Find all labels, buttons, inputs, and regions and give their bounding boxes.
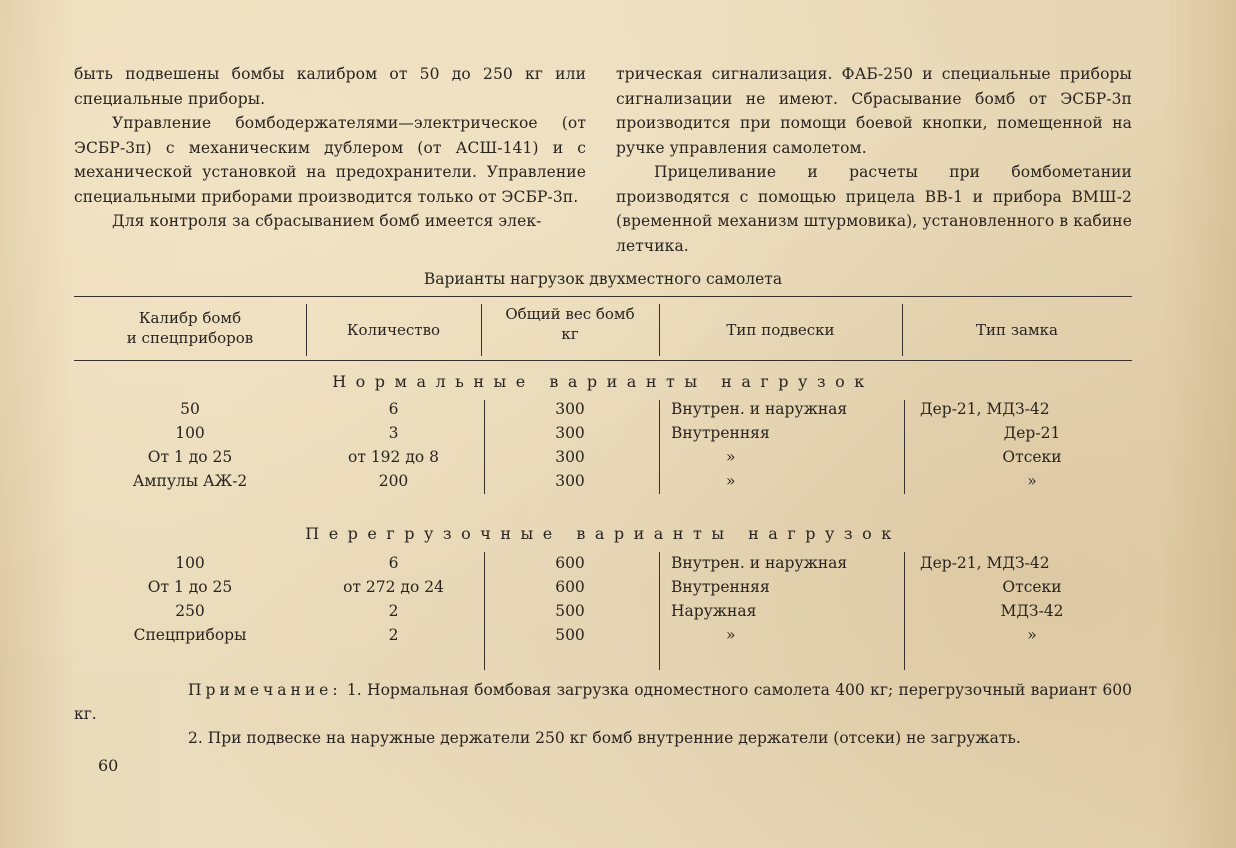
cell-lock: » <box>1027 626 1037 644</box>
cell-lock: Дер-21, МДЗ-42 <box>920 400 1050 418</box>
cell-caliber: 250 <box>175 602 205 620</box>
table-row <box>74 626 1132 650</box>
cell-weight: 500 <box>555 602 585 620</box>
cell-weight: 300 <box>555 400 585 418</box>
header-bottom-rule <box>74 360 1132 361</box>
cell-mount: Внутрен. и наружная <box>671 554 848 572</box>
cell-weight: 600 <box>555 554 585 572</box>
note-item-1: 1. Нормальная бомбовая загрузка одноместного самолета 400 кг; перегрузочный вариант 600 кг. <box>74 681 1132 723</box>
cell-caliber: 100 <box>175 554 205 572</box>
cell-weight: 600 <box>555 578 585 596</box>
right-text-column <box>616 62 1132 258</box>
cell-quantity: 6 <box>388 554 399 572</box>
cell-lock: Отсеки <box>1002 578 1062 596</box>
cell-lock: МДЗ-42 <box>1000 602 1064 620</box>
left-paragraph-2: Управление бомбодержателями—электрическое (от ЭСБР-3п) с механическим дублером (от АСШ-141) и с механической установкой на предохранители. Управление специальными приборами производится только от ЭСБР-3п. <box>74 114 586 206</box>
header-caliber-line2: и спецприборов <box>126 329 254 347</box>
note-item-2: 2. При подвеске на наружные держатели 250 кг бомб внутренние держатели (отсеки) не загружать. <box>188 729 1021 747</box>
table-top-rule <box>74 296 1132 297</box>
cell-mount: Внутренняя <box>671 578 770 596</box>
cell-weight: 500 <box>555 626 585 644</box>
cell-mount: » <box>726 472 736 490</box>
note-label: Примечание: <box>188 681 342 699</box>
cell-lock: Дер-21 <box>1003 424 1061 442</box>
table-row <box>74 602 1132 626</box>
header-total-weight <box>481 304 659 344</box>
header-quantity: Количество <box>346 321 441 339</box>
cell-caliber: От 1 до 25 <box>147 578 233 596</box>
table-row <box>74 578 1132 602</box>
cell-caliber: 100 <box>175 424 205 442</box>
cell-quantity: 200 <box>378 472 409 490</box>
cell-caliber: Ампулы АЖ-2 <box>132 472 248 490</box>
left-text-column <box>74 62 586 234</box>
table-row <box>74 424 1132 448</box>
cell-mount: » <box>726 626 736 644</box>
cell-weight: 300 <box>555 424 585 442</box>
header-mount-type: Тип подвески <box>726 321 835 339</box>
table-row <box>74 554 1132 578</box>
table-caption: Варианты нагрузок двухместного самолета <box>423 270 783 288</box>
section-title-normal: Нормальные варианты нагрузок <box>332 372 874 391</box>
cell-quantity: 6 <box>388 400 399 418</box>
cell-quantity: от 192 до 8 <box>347 448 439 466</box>
header-weight-line1: Общий вес бомб <box>505 305 635 323</box>
section-title-overload: Перегрузочные варианты нагрузок <box>305 524 901 543</box>
cell-weight: 300 <box>555 472 585 490</box>
cell-lock: Дер-21, МДЗ-42 <box>920 554 1050 572</box>
cell-caliber: 50 <box>180 400 200 418</box>
cell-quantity: 3 <box>388 424 399 442</box>
cell-weight: 300 <box>555 448 585 466</box>
table-row <box>74 472 1132 496</box>
cell-mount: Наружная <box>671 602 757 620</box>
header-weight-line2: кг <box>561 325 579 343</box>
table-row <box>74 400 1132 424</box>
right-paragraph-2: Прицеливание и расчеты при бомбометании производятся с помощью прицела ВВ-1 и прибора ВМШ-2 (временной механизм штурмовика), установленного в кабине летчика. <box>616 163 1132 255</box>
page-number: 60 <box>98 756 119 775</box>
cell-mount: » <box>726 448 736 466</box>
left-paragraph-3: Для контроля за сбрасыванием бомб имеется элек- <box>112 212 542 230</box>
right-paragraph-1: трическая сигнализация. ФАБ-250 и специальные приборы сигнализации не имеют. Сбрасывание бомб от ЭСБР-3п производится при помощи боевой кнопки, помещенной на ручке управления самолетом. <box>616 65 1132 157</box>
cell-quantity: 2 <box>388 626 399 644</box>
cell-caliber: Спецприборы <box>133 626 247 644</box>
table-row <box>74 448 1132 472</box>
cell-mount: Внутренняя <box>671 424 770 442</box>
cell-lock: Отсеки <box>1002 448 1062 466</box>
left-paragraph-1: быть подвешены бомбы калибром от 50 до 250 кг или специальные приборы. <box>74 65 586 108</box>
header-caliber-line1: Калибр бомб <box>138 309 242 327</box>
cell-caliber: От 1 до 25 <box>147 448 233 466</box>
header-caliber <box>74 308 306 348</box>
header-lock-type: Тип замка <box>976 321 1058 339</box>
cell-lock: » <box>1027 472 1037 490</box>
cell-mount: Внутрен. и наружная <box>671 400 848 418</box>
cell-quantity: от 272 до 24 <box>343 578 444 596</box>
table-note <box>74 678 1132 750</box>
cell-quantity: 2 <box>388 602 399 620</box>
note-line-1 <box>74 678 1132 726</box>
